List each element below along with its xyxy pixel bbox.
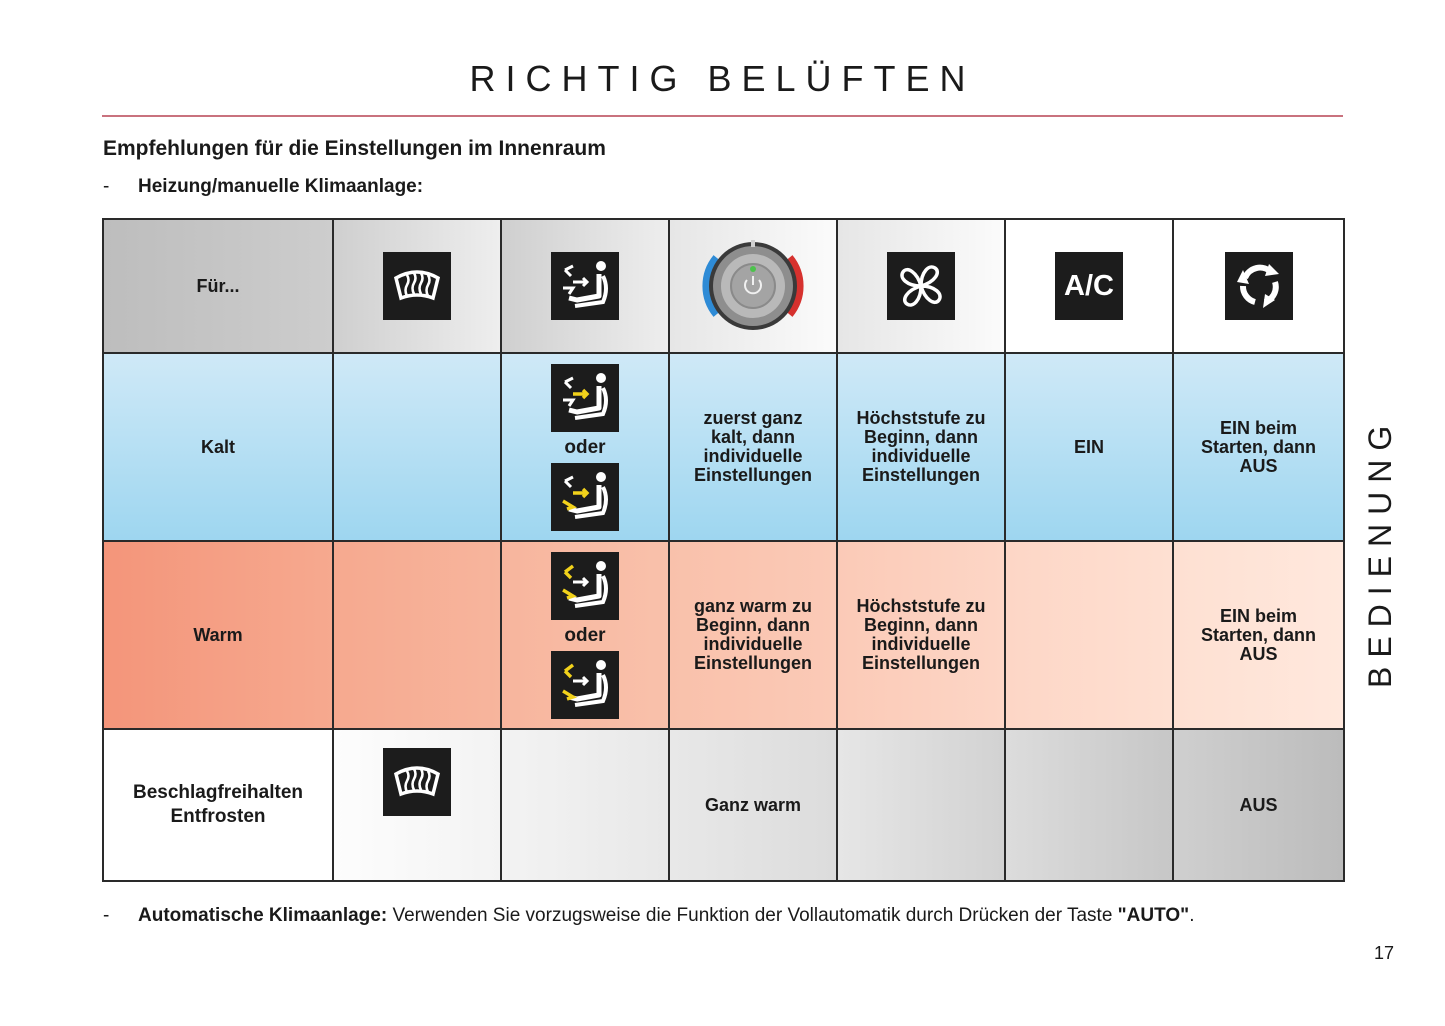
kalt-label-cell <box>103 353 333 541</box>
air-distribution-icon <box>551 252 619 320</box>
kalt-distribution-cell <box>501 353 669 541</box>
kalt-temperature-cell <box>669 353 837 541</box>
frost-temperature-text: Ganz warm <box>704 794 802 815</box>
air-distribution-face-feet-icon <box>551 463 619 531</box>
fan-speed-icon <box>887 252 955 320</box>
kalt-fan-cell <box>837 353 1005 541</box>
kalt-demist-cell <box>333 353 501 541</box>
bullet-auto-ac-key: "AUTO" <box>1117 905 1190 926</box>
warm-fan-text: Höchststufe zu Beginn, dann individuelle Einstellungen <box>856 596 986 673</box>
bullet-dash: - <box>103 176 110 197</box>
bullet-manual-ac-text: Heizung/manuelle Klimaanlage: <box>138 176 424 197</box>
kalt-temperature-text: zuerst ganz kalt, dann individuelle Einstellungen <box>693 408 812 485</box>
warm-oder-text: oder <box>564 624 606 646</box>
frost-recirculation-cell <box>1173 729 1344 881</box>
title-rule <box>102 115 1343 117</box>
warm-temperature-text: ganz warm zu Beginn, dann individuelle Einstellungen <box>693 596 813 673</box>
kalt-label: Kalt <box>200 436 235 457</box>
frost-label-line2: Entfrosten <box>170 806 266 827</box>
kalt-oder-text: oder <box>564 436 606 458</box>
warm-demist-cell <box>333 541 501 729</box>
air-distribution-feet-icon <box>551 552 619 620</box>
warm-label: Warm <box>193 624 243 645</box>
frost-distribution-cell <box>501 729 669 881</box>
warm-label-cell <box>103 541 333 729</box>
warm-distribution-cell <box>501 541 669 729</box>
frost-ac-cell <box>1005 729 1173 881</box>
warm-fan-cell <box>837 541 1005 729</box>
header-label-cell <box>103 219 333 353</box>
header-cell-recirculation <box>1173 219 1344 353</box>
header-cell-distribution <box>501 219 669 353</box>
section-subheading: Empfehlungen für die Einstellungen im Innenraum <box>103 137 606 160</box>
table-row-kalt <box>103 353 1344 541</box>
page-title: RICHTIG BELÜFTEN <box>469 58 976 99</box>
kalt-recirculation-cell <box>1173 353 1344 541</box>
temperature-knob-icon <box>697 236 809 336</box>
frost-fan-cell <box>837 729 1005 881</box>
header-cell-fan <box>837 219 1005 353</box>
kalt-fan-text: Höchststufe zu Beginn, dann individuelle Einstellungen <box>856 408 986 485</box>
page-number: 17 <box>1374 943 1395 963</box>
bullet-dash: - <box>103 905 110 926</box>
header-cell-demist <box>333 219 501 353</box>
bullet-auto-ac-text <box>138 905 1194 927</box>
frost-label-line1: Beschlagfreihalten <box>133 782 303 803</box>
frost-temperature-cell <box>669 729 837 881</box>
frost-recirculation-text: AUS <box>1239 794 1278 815</box>
frost-label-cell <box>103 729 333 881</box>
air-distribution-face-icon <box>551 364 619 432</box>
kalt-ac-cell <box>1005 353 1173 541</box>
table-row-warm <box>103 541 1344 729</box>
bullet-auto-ac-lead: Automatische Klimaanlage: <box>138 905 388 926</box>
air-distribution-windscreen-feet-icon <box>551 651 619 719</box>
warm-recirculation-text: EIN beim Starten, dann AUS <box>1200 605 1316 664</box>
bullet-auto-ac-end: . <box>1189 905 1195 926</box>
table-row-frost <box>103 729 1344 881</box>
windscreen-demist-icon <box>383 748 451 816</box>
windscreen-demist-icon <box>383 252 451 320</box>
frost-demist-cell <box>333 729 501 881</box>
section-side-label: BEDIENUNG <box>1362 416 1398 688</box>
ac-icon-text: A/C <box>1064 270 1114 302</box>
air-recirculation-icon <box>1225 252 1293 320</box>
kalt-ac-text: EIN <box>1073 436 1104 457</box>
bullet-auto-ac-body: Verwenden Sie vorzugsweise die Funktion der Vollautomatik durch Drücken der Taste <box>387 905 1118 926</box>
header-label: Für... <box>196 275 240 296</box>
table-header-row <box>103 219 1344 353</box>
warm-temperature-cell <box>669 541 837 729</box>
warm-recirculation-cell <box>1173 541 1344 729</box>
warm-ac-cell <box>1005 541 1173 729</box>
settings-table <box>102 218 1345 882</box>
header-cell-temperature <box>669 219 837 353</box>
ac-icon <box>1055 252 1123 320</box>
kalt-recirculation-text: EIN beim Starten, dann AUS <box>1200 417 1316 476</box>
header-cell-ac <box>1005 219 1173 353</box>
